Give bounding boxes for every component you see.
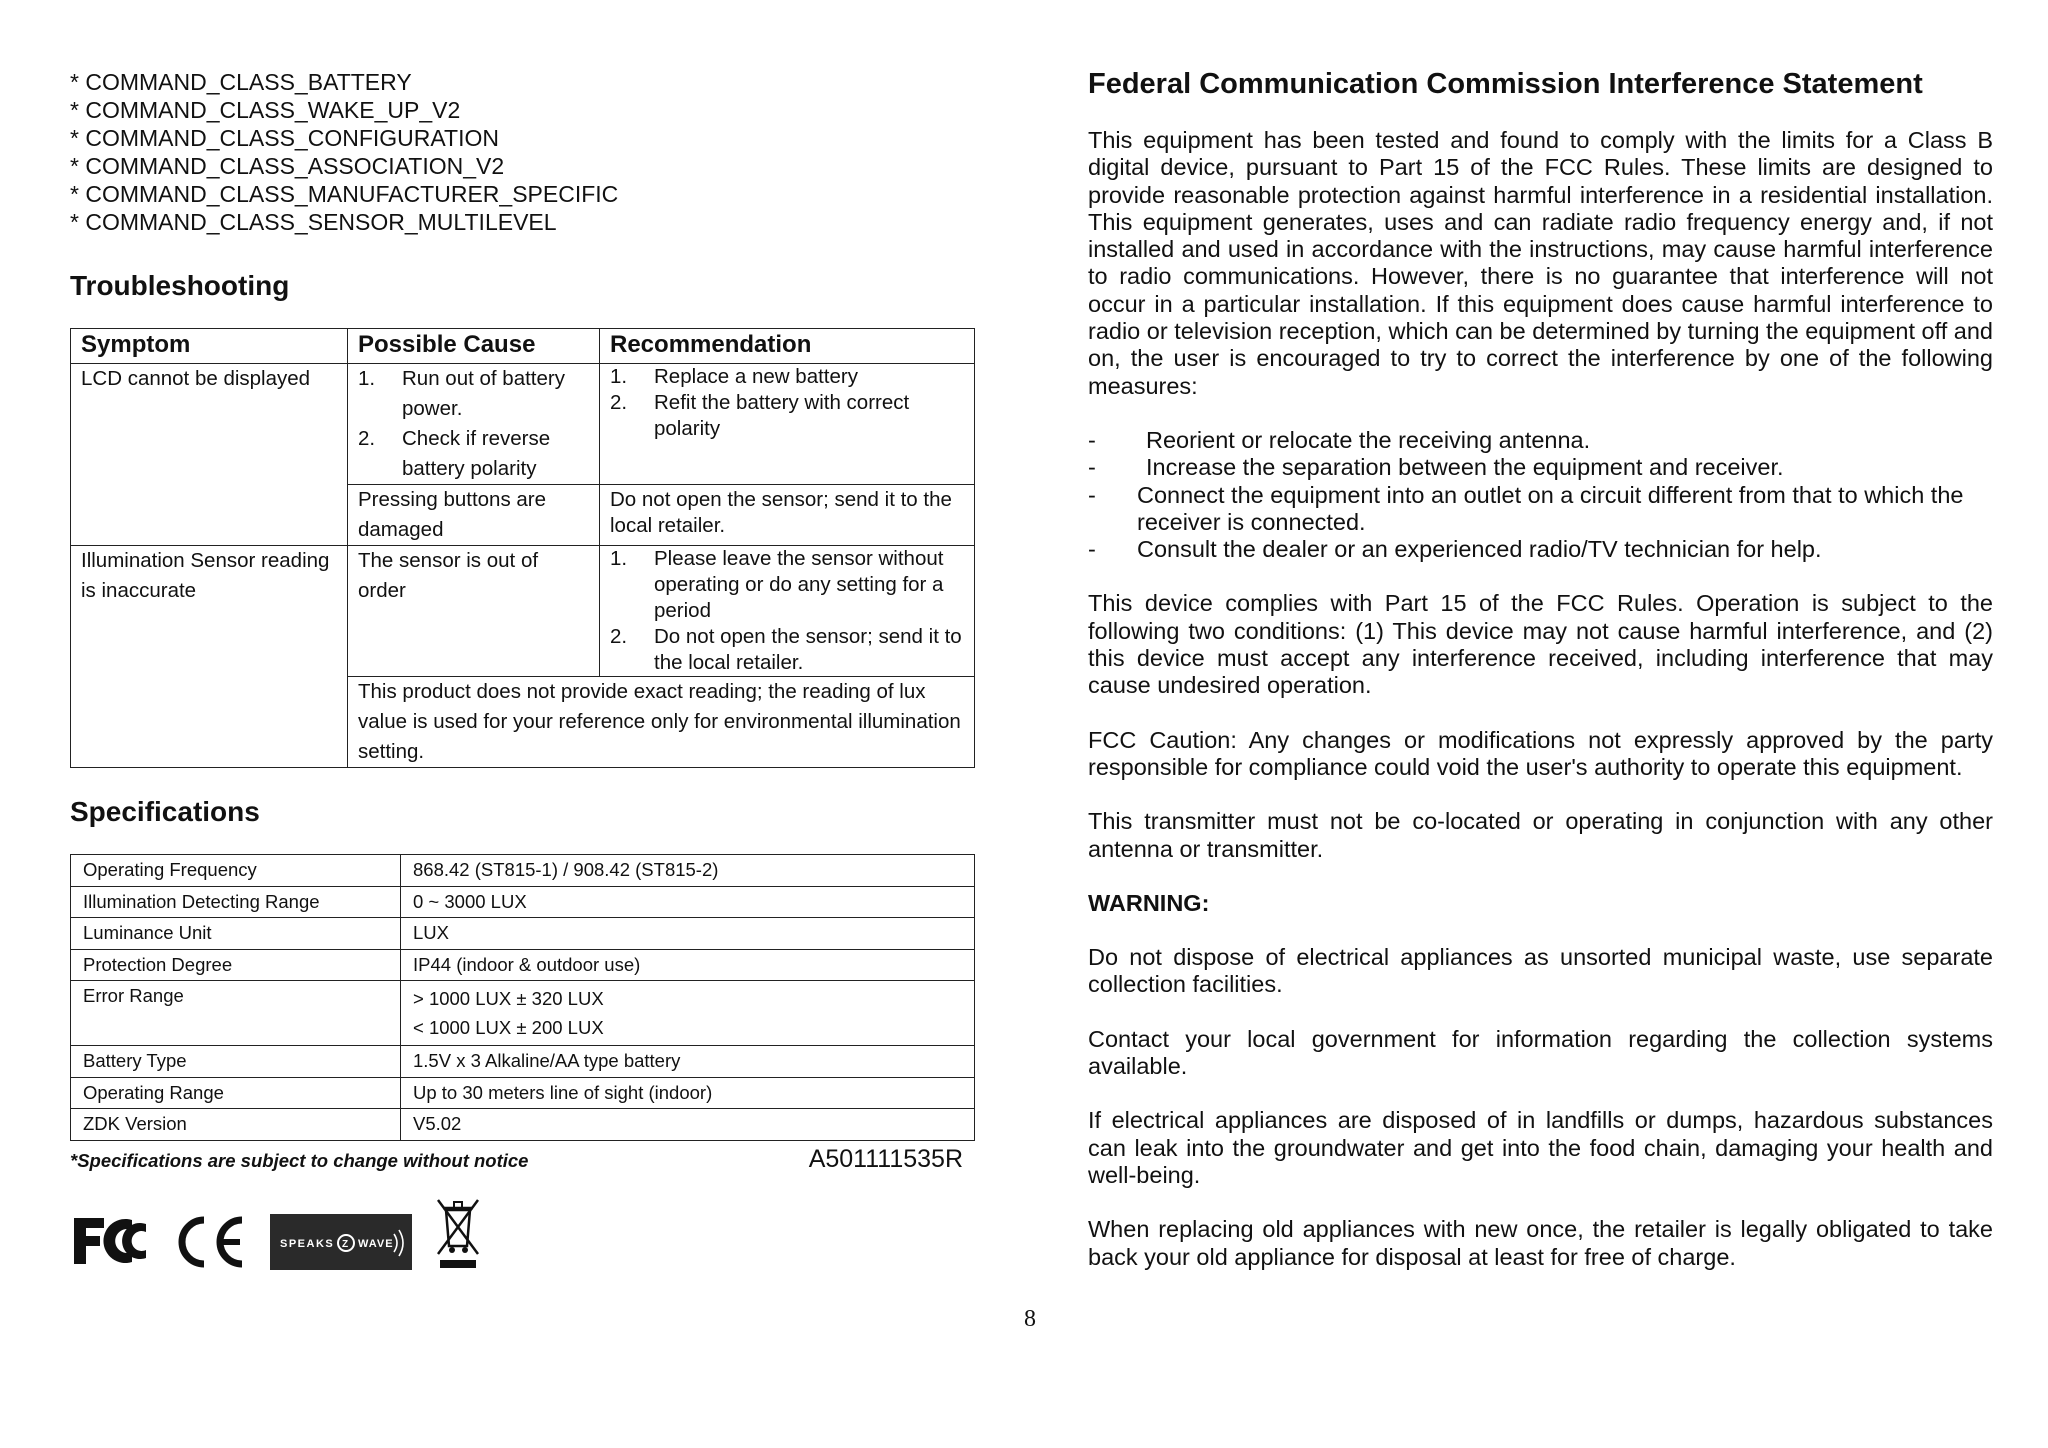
list-item: 2. Refit the battery with correct polarity: [610, 391, 910, 440]
command-class-item: * COMMAND_CLASS_BATTERY: [70, 69, 412, 95]
table-header-row: [71, 329, 975, 364]
spec-key: Illumination Detecting Range: [71, 886, 401, 918]
cause-cell: [348, 364, 600, 485]
troubleshooting-table: [70, 328, 975, 768]
recommendation-cell: [600, 546, 975, 677]
list-item: 1. Please leave the sensor without operating or do any setting for a period: [610, 547, 944, 622]
command-class-item: * COMMAND_CLASS_WAKE_UP_V2: [70, 97, 461, 123]
table-row: [71, 546, 975, 677]
fcc-paragraph: Do not dispose of electrical appliances as unsorted municipal waste, use separate collection facilities.: [1088, 944, 1993, 998]
command-class-item: * COMMAND_CLASS_ASSOCIATION_V2: [70, 153, 505, 179]
specifications-heading: Specifications: [70, 796, 260, 827]
table-row: [71, 981, 975, 1046]
recommendation-cell: [600, 364, 975, 485]
fcc-paragraph: If electrical appliances are disposed of in landfills or dumps, hazardous substances can leak into the groundwater and get into the food chain, damaging your health and well-being.: [1088, 1107, 1993, 1188]
cause-cell: Pressing buttons are damaged: [348, 485, 600, 546]
table-row: [71, 886, 975, 918]
spec-footer: [70, 1145, 975, 1174]
specifications-table: [70, 854, 975, 1141]
symptom-cell: Illumination Sensor reading is inaccurate: [71, 546, 348, 768]
list-item: 1. Run out of battery power.: [358, 367, 565, 420]
troubleshooting-heading: Troubleshooting: [70, 270, 290, 301]
symptom-cell: LCD cannot be displayed: [71, 364, 348, 546]
spec-note: *Specifications are subject to change without notice: [70, 1149, 529, 1171]
certification-logos: [70, 1196, 975, 1270]
note-cell: This product does not provide exact reading; the reading of lux value is used for your reference only for environmental illumination setting.: [348, 677, 975, 768]
spec-value: LUX: [401, 918, 975, 950]
right-page: [1088, 68, 1993, 1298]
spec-value: 0 ~ 3000 LUX: [401, 886, 975, 918]
document-code: A501111535R: [808, 1144, 963, 1173]
spec-value: 868.42 (ST815-1) / 908.42 (ST815-2): [401, 855, 975, 887]
fcc-paragraph: This transmitter must not be co-located or operating in conjunction with any other antenna or transmitter.: [1088, 808, 1993, 862]
table-row: [71, 364, 975, 485]
list-item: - Consult the dealer or an experienced radio/TV technician for help.: [1088, 536, 1822, 563]
recommendation-cell: Do not open the sensor; send it to the local retailer.: [600, 485, 975, 546]
table-row: [71, 855, 975, 887]
spec-key: Luminance Unit: [71, 918, 401, 950]
spec-value: Up to 30 meters line of sight (indoor): [401, 1077, 975, 1109]
fcc-logo-icon: [70, 1210, 150, 1270]
command-class-item: * COMMAND_CLASS_CONFIGURATION: [70, 125, 499, 151]
spec-key: Error Range: [71, 981, 401, 1046]
zwave-logo-icon: [270, 1214, 412, 1270]
spec-value: IP44 (indoor & outdoor use): [401, 949, 975, 981]
zwave-logo-text: SPEAKS: [280, 1237, 335, 1250]
fcc-paragraph: This equipment has been tested and found to comply with the limits for a Class B digital device, pursuant to Part 15 of the FCC Rules. These limits are designed to provide reasonable protection against harmful interference in a residential installation. This equipment generates, uses and can radiate radio frequency energy and, if not installed and used in accordance with the instructions, may cause harmful interference to radio communications. However, there is no guarantee that interference will not occur in a particular installation. If this equipment does cause harmful interference to radio or television reception, which can be determined by turning the equipment off and on, the user is encouraged to try to correct the interference by one of the following measures:: [1088, 127, 1993, 399]
ce-mark-icon: [172, 1214, 248, 1270]
table-row: [71, 1077, 975, 1109]
fcc-measures-list: [1088, 427, 1993, 563]
spec-key: Operating Frequency: [71, 855, 401, 887]
spec-value: [401, 981, 975, 1046]
column-header-cause: Possible Cause: [348, 329, 600, 364]
column-header-symptom: Symptom: [71, 329, 348, 364]
spec-value-line: < 1000 LUX ± 200 LUX: [413, 1017, 604, 1038]
command-class-item: * COMMAND_CLASS_SENSOR_MULTILEVEL: [70, 209, 557, 235]
spec-value: V5.02: [401, 1109, 975, 1141]
fcc-paragraph: This device complies with Part 15 of the FCC Rules. Operation is subject to the following two conditions: (1) This device may not cause harmful interference, and (2) this device must accept any interference received, including interference that may cause undesired operation.: [1088, 590, 1993, 699]
page-number: 8: [1024, 1306, 1036, 1332]
command-class-item: * COMMAND_CLASS_MANUFACTURER_SPECIFIC: [70, 181, 619, 207]
table-row: [71, 1109, 975, 1141]
list-item: - Increase the separation between the equipment and receiver.: [1088, 454, 1784, 481]
fcc-paragraph: When replacing old appliances with new once, the retailer is legally obligated to take back your old appliance for disposal at least for free of charge.: [1088, 1216, 1993, 1270]
spec-key: ZDK Version: [71, 1109, 401, 1141]
fcc-paragraph: FCC Caution: Any changes or modifications not expressly approved by the party responsible for compliance could void the user's authority to operate this equipment.: [1088, 726, 1993, 780]
warning-heading: WARNING:: [1088, 889, 1210, 916]
svg-text:WAVE: WAVE: [358, 1237, 394, 1250]
list-item: 2. Do not open the sensor; send it to the local retailer.: [610, 625, 962, 674]
spec-value: 1.5V x 3 Alkaline/AA type battery: [401, 1046, 975, 1078]
table-row: [71, 949, 975, 981]
fcc-paragraph: Contact your local government for information regarding the collection systems available.: [1088, 1025, 1993, 1080]
left-page: [70, 68, 975, 1270]
spec-key: Operating Range: [71, 1077, 401, 1109]
column-header-recommendation: Recommendation: [600, 329, 975, 364]
list-item: 2. Check if reverse battery polarity: [358, 427, 551, 480]
spec-value-line: > 1000 LUX ± 320 LUX: [413, 988, 604, 1009]
fcc-heading: Federal Communication Commission Interference Statement: [1088, 68, 1923, 100]
spec-key: Battery Type: [71, 1046, 401, 1078]
list-item: - Reorient or relocate the receiving antenna.: [1088, 426, 1591, 453]
cause-cell: The sensor is out of order: [348, 546, 600, 677]
table-row: [71, 918, 975, 950]
command-class-list: [70, 68, 975, 236]
spec-key: Protection Degree: [71, 949, 401, 981]
list-item: 1. Replace a new battery: [610, 365, 858, 388]
table-row: [71, 1046, 975, 1078]
svg-text:Z: Z: [342, 1238, 349, 1250]
list-item: - Connect the equipment into an outlet on a circuit different from that to which the receiver is connected.: [1088, 481, 1964, 535]
weee-bin-icon: [434, 1196, 482, 1270]
